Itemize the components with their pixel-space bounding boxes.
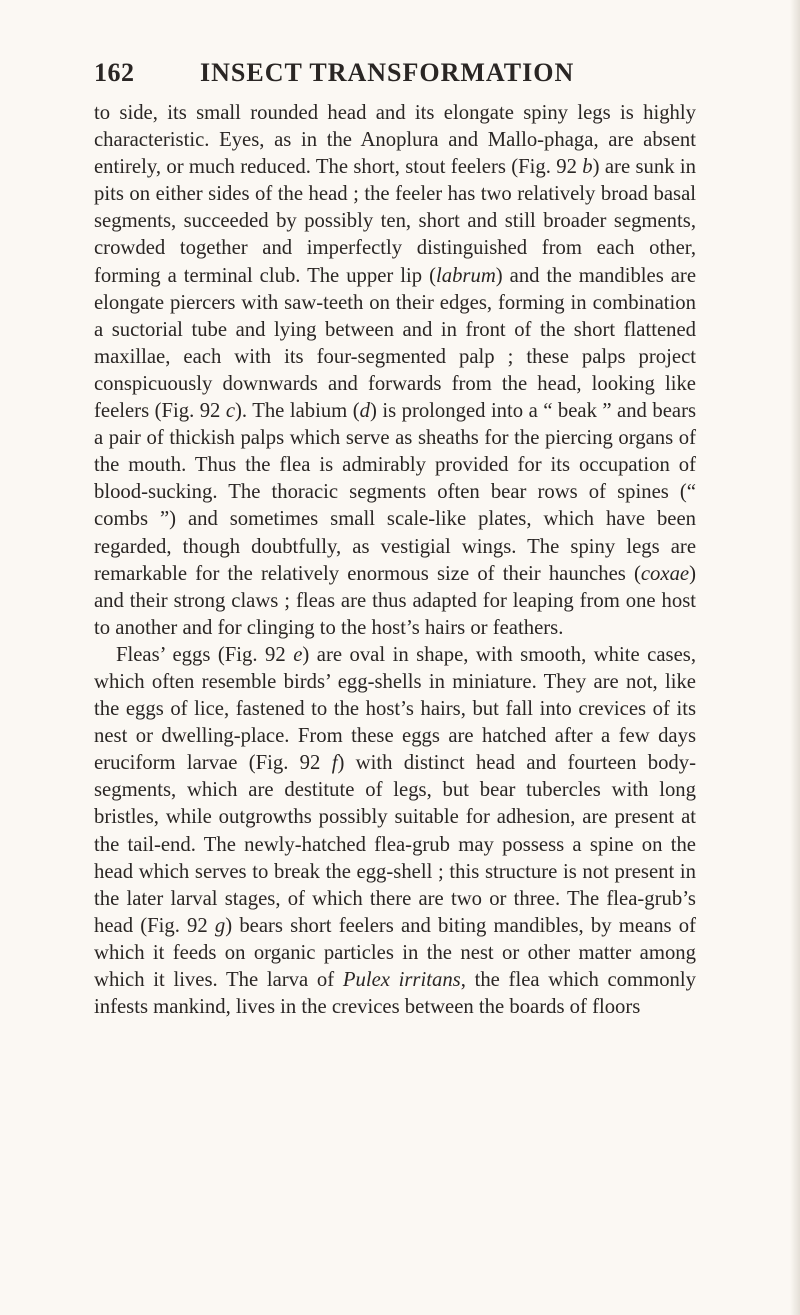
page-edge-shadow xyxy=(790,0,800,1315)
running-title: INSECT TRANSFORMATION xyxy=(200,58,575,87)
page-number: 162 xyxy=(94,58,135,87)
text-span: to side, its small rounded head and its elongate spiny legs is highly characteristic. Eyes, as in the Anoplura and Mallo-phaga, are absent entirely, or much reduced. The short, stout feelers (Fig. 92 xyxy=(94,102,696,179)
italic-text: g xyxy=(214,914,226,937)
italic-text: Pulex irritans xyxy=(342,969,461,991)
italic-text: e xyxy=(293,643,303,666)
italic-text: d xyxy=(359,400,370,423)
text-span: ) bears short feelers and biting mandibles, by means of which it feeds on organic particles in the nest or other matter among which it lives. The larva of xyxy=(94,914,696,991)
text-span: , the flea which commonly infests mankind, lives in the crevices between the boards of floors xyxy=(94,969,696,1019)
italic-text: labrum xyxy=(436,264,496,287)
text-span: ) is prolonged into a “ beak ” and bears a pair of thickish palps which serve as sheaths for the piercing organs of the mouth. Thus the flea is admirably provided for its occupation of blood-sucking. The thoracic segments often bear rows of spines (“ combs ”) and sometimes small scale-like plates, which have been regarded, though doubtfully, as vestigial wings. The spiny legs are remarkable for the relatively enormous size of their haunches ( xyxy=(94,400,697,585)
italic-text: coxae xyxy=(640,562,690,585)
running-head xyxy=(94,58,654,94)
text-span: ) are oval in shape, with smooth, white cases, which often resemble birds’ egg-shells in miniature. They are not, like the eggs of lice, fastened to the host’s hairs, but fall into crevices of its nest or dwelling-place. From these eggs are hatched after a few days eruciform larvae (Fig. 92 xyxy=(94,643,696,775)
paragraph-flea-eggs-larvae xyxy=(94,642,696,1021)
text-span: ) with distinct head and fourteen body-segments, which are destitute of legs, but bear tubercles with long bristles, while outgrowths possibly suitable for adhesion, are present at the tail-end. The newly-hatched flea-grub may possess a spine on the head which serves to break the egg-shell ; this structure is not present in the later larval stages, of which there are two or three. The flea-grub’s head (Fig. 92 xyxy=(94,752,696,937)
text-span: Fleas’ eggs (Fig. 92 xyxy=(116,643,294,666)
italic-text: b xyxy=(582,156,593,179)
text-span: ) are sunk in pits on either sides of the head ; the feeler has two relatively broad basal segments, succeeded by possibly ten, short and still broader segments, crowded together and imperfectly distinguished from each other, forming a terminal club. The upper lip ( xyxy=(94,156,696,287)
text-span: ). The labium ( xyxy=(235,400,360,423)
paragraph-flea-anatomy xyxy=(94,100,696,642)
body-text xyxy=(94,100,696,1021)
italic-text: f xyxy=(331,752,338,775)
text-span: ) and their strong claws ; fleas are thus adapted for leaping from one host to another and for clinging to the host’s hairs or feathers. xyxy=(94,562,696,639)
text-span: ) and the mandibles are elongate piercers with saw-teeth on their edges, forming in combination a suctorial tube and lying between and in front of the short flattened maxillae, each with its four-segmented palp ; these palps project conspicuously downwards and forwards from the head, looking like feelers (Fig. 92 xyxy=(94,264,696,423)
italic-text: c xyxy=(225,400,236,423)
